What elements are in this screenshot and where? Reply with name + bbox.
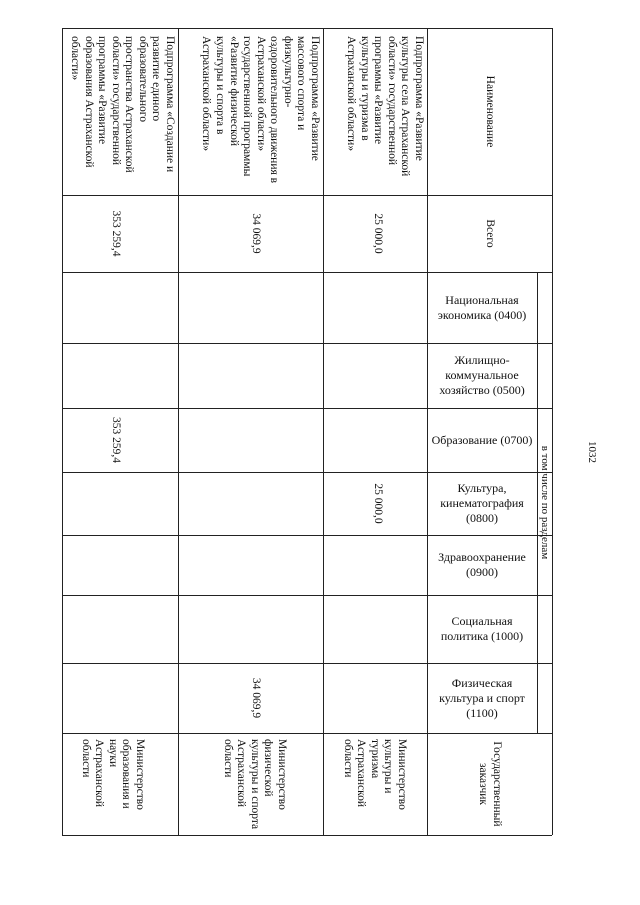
row-1-total: 25 000,0 <box>372 213 384 254</box>
row-1-customer: Министерство культуры и туризма Астраханской области <box>341 739 408 810</box>
row-1-culture-value: 25 000,0 <box>372 483 384 524</box>
header-section-0900: Здравоохранение (0900) <box>438 550 526 579</box>
row-2-sport-value: 34 069,9 <box>250 677 262 719</box>
row-2-name: Подпрограмма «Развитие массового спорта и физкультурно-оздоровительного движения в Астраханской области» государственной программы «Развитие физической культуры и спорта в Астраханской области» <box>200 36 321 184</box>
header-sections-group: в том числе по разделам <box>538 445 551 560</box>
header-section-0500: Жилищно-коммунальное хозяйство (0500) <box>439 353 525 397</box>
header-customer: Государственный заказчик <box>477 741 504 827</box>
row-3-education-value: 353 259,4 <box>110 417 122 463</box>
header-section-1000: Социальная политика (1000) <box>440 614 524 643</box>
header-section-0700: Образование (0700) <box>431 432 533 447</box>
row-3-total: 353 259,4 <box>110 210 122 257</box>
row-3-name: Подпрограмма «Создание и развитие единого образовательного пространства Астраханской области» государственной программы «Развитие образования Астраханской области» <box>69 36 176 173</box>
header-section-1100: Физическая культура и спорт (1100) <box>439 675 525 720</box>
header-section-0800: Культура, кинематография (0800) <box>440 481 524 525</box>
page-number: 1032 <box>586 441 598 463</box>
row-2-total: 34 069,9 <box>250 213 262 254</box>
row-3-customer: Министерство образования и науки Астраханской области <box>79 739 146 810</box>
row-1-name: Подпрограмма «Развитие культуры села Астраханской области» государственной программы «Развитие культуры и туризма в Астраханской области» <box>345 36 425 177</box>
header-name: Наименование <box>484 75 497 148</box>
header-total: Всего <box>484 219 497 248</box>
row-2-customer: Министерство физической культуры и спорта Астраханской области <box>221 739 288 830</box>
header-section-0400: Национальная экономика (0400) <box>437 292 527 322</box>
